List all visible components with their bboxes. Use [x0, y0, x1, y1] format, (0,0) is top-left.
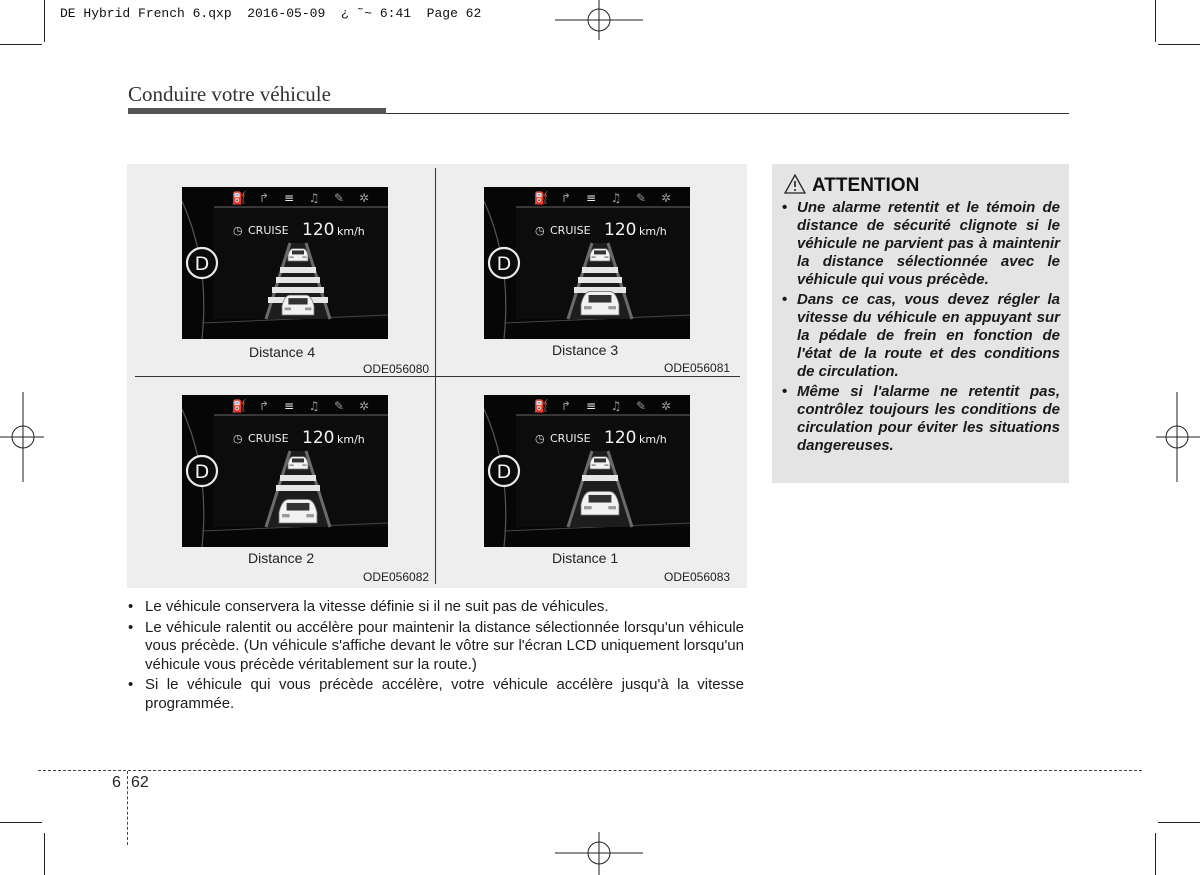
figure-caption: Distance 2 [248, 550, 315, 566]
wrench-icon: ✎ [333, 399, 345, 413]
warning-triangle-icon [784, 174, 806, 194]
figure-code: ODE056083 [664, 570, 731, 584]
cluster-display [484, 395, 690, 547]
distance-bar [276, 277, 320, 283]
turn-icon: ↱ [560, 191, 572, 205]
distance-bar [276, 485, 320, 491]
lead-vehicle-icon [288, 249, 308, 261]
header-rule-thin [386, 113, 1069, 114]
turn-icon: ↱ [560, 399, 572, 413]
print-slug: DE Hybrid French 6.qxp 2016-05-09 ¿ ˜~ 6:41 Page 62 [60, 6, 482, 21]
page-number: 62 [131, 774, 149, 791]
bullet-item: • Si le véhicule qui vous précède accélère, votre véhicule accélère jusqu'à la vitesse programmée. [128, 676, 744, 712]
music-icon: ♫ [610, 399, 622, 413]
lane-icon: ≡ [585, 191, 597, 205]
attention-item: • Une alarme retentit et le témoin de distance de sécurité clignote si le véhicule ne parvient pas à maintenir la distance sélectionnée avec le véhicule qui vous précède. [782, 199, 1060, 288]
cruise-gauge-icon: ◷ [535, 224, 545, 237]
footer-dashed-rule [38, 770, 1142, 771]
registration-mark-left [0, 392, 44, 482]
fuel-icon: ⛽ [533, 191, 549, 205]
lane-icon: ≡ [283, 191, 295, 205]
set-speed: 120 [604, 428, 637, 448]
attention-item: • Même si l'alarme ne retentit pas, contrôlez toujours les conditions de circulation pour éviter les situations dangereuses. [782, 383, 1060, 454]
bullet-item: • Le véhicule ralentit ou accélère pour maintenir la distance sélectionnée lorsqu'un véhicule vous précède. (Un véhicule s'affiche devant le vôtre sur l'écran LCD uniquement lorsqu'un véhicule vous précède véritablement sur la route.) [128, 618, 744, 673]
attention-list [782, 199, 1060, 457]
cruise-label: CRUISE [550, 224, 591, 237]
cruise-label: CRUISE [550, 432, 591, 445]
attention-item: • Dans ce cas, vous devez régler la vitesse du véhicule en appuyant sur la pédale de frein en fonction de l'état de la route et des conditions de circulation. [782, 291, 1060, 380]
own-vehicle-icon [581, 291, 619, 315]
fuel-icon: ⛽ [231, 191, 247, 205]
gear-icon: ✲ [660, 191, 672, 205]
gear-indicator: D [496, 253, 512, 275]
registration-mark-right [1156, 392, 1200, 482]
distance-bar [578, 277, 622, 283]
distance-bar [280, 475, 316, 481]
music-icon: ♫ [308, 399, 320, 413]
figure-code: ODE056081 [664, 361, 731, 375]
lane-icon: ≡ [283, 399, 295, 413]
cruise-gauge-icon: ◷ [233, 224, 243, 237]
set-speed: 120 [302, 428, 335, 448]
wrench-icon: ✎ [635, 191, 647, 205]
lead-vehicle-icon [590, 457, 610, 469]
chapter-number: 6 [112, 774, 121, 791]
own-vehicle-icon [279, 499, 317, 523]
set-speed: 120 [302, 220, 335, 240]
cluster-display [182, 395, 388, 547]
speed-unit: km/h [639, 225, 667, 238]
own-vehicle-icon [581, 491, 619, 515]
footer-dashed-divider [127, 771, 128, 845]
cruise-gauge-icon: ◷ [233, 432, 243, 445]
wrench-icon: ✎ [333, 191, 345, 205]
cruise-label: CRUISE [248, 224, 289, 237]
gear-icon: ✲ [358, 399, 370, 413]
figure-code: ODE056080 [363, 362, 430, 376]
lead-vehicle-icon [590, 249, 610, 261]
gear-indicator: D [496, 461, 512, 483]
speed-unit: km/h [337, 225, 365, 238]
fuel-icon: ⛽ [533, 399, 549, 413]
own-vehicle-icon [282, 295, 314, 315]
registration-mark-bottom [555, 832, 643, 875]
music-icon: ♫ [610, 191, 622, 205]
figure-divider-horizontal [135, 376, 740, 377]
lead-vehicle-icon [288, 457, 308, 469]
lane-icon: ≡ [585, 399, 597, 413]
fuel-icon: ⛽ [231, 399, 247, 413]
distance-bar [272, 287, 324, 293]
cluster-display [182, 187, 388, 339]
turn-icon: ↱ [258, 191, 270, 205]
set-speed: 120 [604, 220, 637, 240]
section-title: Conduire votre véhicule [128, 82, 331, 106]
turn-icon: ↱ [258, 399, 270, 413]
cluster-svg [484, 395, 690, 547]
cluster-svg [182, 395, 388, 547]
figure-caption: Distance 1 [552, 550, 619, 566]
attention-title: ATTENTION [812, 175, 920, 196]
figure-caption: Distance 4 [249, 344, 316, 360]
header-rule-thick [128, 108, 386, 114]
music-icon: ♫ [308, 191, 320, 205]
speed-unit: km/h [337, 433, 365, 446]
distance-bar [280, 267, 316, 273]
wrench-icon: ✎ [635, 399, 647, 413]
distance-bar [582, 267, 618, 273]
gear-indicator: D [194, 253, 210, 275]
gear-icon: ✲ [660, 399, 672, 413]
cruise-gauge-icon: ◷ [535, 432, 545, 445]
cruise-label: CRUISE [248, 432, 289, 445]
figure-caption: Distance 3 [552, 342, 619, 358]
gear-indicator: D [194, 461, 210, 483]
cluster-svg [484, 187, 690, 339]
registration-mark-top [555, 0, 643, 40]
distance-bar [582, 475, 618, 481]
bullet-list [128, 598, 744, 715]
speed-unit: km/h [639, 433, 667, 446]
figure-code: ODE056082 [363, 570, 430, 584]
cluster-svg [182, 187, 388, 339]
attention-box [772, 164, 1069, 483]
gear-icon: ✲ [358, 191, 370, 205]
cluster-display [484, 187, 690, 339]
bullet-item: • Le véhicule conservera la vitesse définie si il ne suit pas de véhicules. [128, 598, 609, 615]
